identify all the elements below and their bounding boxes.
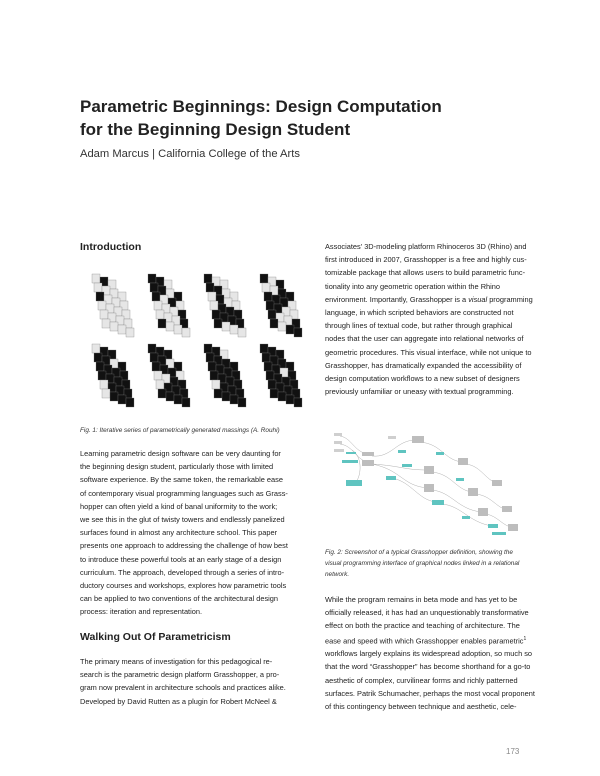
massing-block xyxy=(150,353,158,362)
massing-block xyxy=(152,362,160,371)
text-line: geometric procedures. This visual interface, while not unique to xyxy=(325,347,532,357)
massing-block xyxy=(158,319,166,328)
text-line: language, in which scripted behaviors are constructed not xyxy=(325,308,514,318)
massing-iteration xyxy=(260,274,302,337)
massing-block xyxy=(230,395,238,404)
text-line: first introduced in 2007, Grasshopper is a free and highly cus- xyxy=(325,255,527,265)
text-line: gram now prevalent in architecture schools and practices alike. xyxy=(80,683,286,693)
text-line: workflows largely explains its widespread adoption, so much so xyxy=(325,649,533,659)
text-line: design computation workflows to a new subset of designers xyxy=(325,374,520,384)
massing-block xyxy=(98,301,106,310)
massing-block xyxy=(238,398,246,407)
massing-block xyxy=(214,389,222,398)
introduction-heading: Introduction xyxy=(80,241,142,253)
paper-title xyxy=(80,95,540,141)
massing-block xyxy=(126,398,134,407)
massing-iteration xyxy=(148,274,190,337)
page-number: 173 xyxy=(506,747,520,756)
text-line xyxy=(325,293,547,306)
massing-block xyxy=(208,292,216,301)
massing-block xyxy=(92,274,100,283)
massing-block xyxy=(278,392,286,401)
massing-block xyxy=(118,395,126,404)
massing-block xyxy=(222,392,230,401)
massing-block xyxy=(166,392,174,401)
massing-block xyxy=(150,283,158,292)
massing-block xyxy=(210,371,218,380)
massing-iteration xyxy=(204,344,246,407)
massing-block xyxy=(238,328,246,337)
text-line: tomizable package that allows users to build parametric func- xyxy=(325,268,526,278)
massing-block xyxy=(214,319,222,328)
text-line: effect on both the practice and teaching of architecture. The xyxy=(325,621,520,631)
text-line: of contemporary visual programming languages such as Grass- xyxy=(80,488,288,498)
title-line-2: for the Beginning Design Student xyxy=(80,120,351,139)
massing-block xyxy=(94,283,102,292)
text-line: surfaces found in almost any architecture school. This paper xyxy=(80,528,278,538)
text-line: While the program remains in beta mode and has yet to be xyxy=(325,595,518,604)
massing-block xyxy=(208,362,216,371)
text-line: search is the parametric design platform Grasshopper, a pro- xyxy=(80,670,280,680)
massing-block xyxy=(266,301,274,310)
text-run: ease and speed with which Grasshopper enables parametric xyxy=(325,636,524,646)
massing-iteration xyxy=(92,344,134,407)
massing-block xyxy=(92,344,100,353)
text-line xyxy=(325,633,547,648)
intro-paragraph xyxy=(80,447,320,619)
massing-block xyxy=(294,328,302,337)
massing-block xyxy=(148,274,156,283)
massing-block xyxy=(262,283,270,292)
text-line: The primary means of investigation for this pedagogical re- xyxy=(80,657,273,666)
massing-block xyxy=(148,344,156,353)
text-line: Developed by David Rutten as a plugin for Robert McNeel & xyxy=(80,696,277,706)
text-run: environment. Importantly, Grasshopper is a xyxy=(325,294,469,304)
massing-block xyxy=(268,310,276,319)
figure-1-caption: Fig. 1: Iterative series of parametrically generated massings (A. Rouhi) xyxy=(80,427,280,434)
walking-out-heading: Walking Out Of Parametricism xyxy=(80,631,231,643)
title-line-1: Parametric Beginnings: Design Computation xyxy=(80,97,442,116)
massing-block xyxy=(262,353,270,362)
text-line: can be applied to two conventions of the architectural design xyxy=(80,594,279,604)
massing-block xyxy=(278,322,286,331)
text-line: aesthetic of complex, curvilinear forms and richly patterned xyxy=(325,675,518,685)
massing-block xyxy=(264,362,272,371)
massing-block xyxy=(210,301,218,310)
massing-block xyxy=(152,292,160,301)
text-line: software experience. By the same token, the remarkable ease xyxy=(80,475,283,485)
massing-block xyxy=(174,325,182,334)
massing-block xyxy=(182,328,190,337)
massing-block xyxy=(270,319,278,328)
massing-block xyxy=(268,380,276,389)
text-line: of this contingency between technique and aesthetic, cele- xyxy=(325,702,517,712)
figure-2-caption xyxy=(325,547,547,580)
massing-block xyxy=(96,362,104,371)
massing-block xyxy=(206,353,214,362)
massing-block xyxy=(118,325,126,334)
node-blocks xyxy=(334,433,518,535)
massing-block xyxy=(102,319,110,328)
author-line: Adam Marcus | California College of the Arts xyxy=(80,148,300,160)
massing-iteration xyxy=(148,344,190,407)
figure-2-grasshopper-definition xyxy=(332,430,522,542)
massing-block xyxy=(166,322,174,331)
text-line: process: iteration and representation. xyxy=(80,607,203,617)
massing-block xyxy=(110,322,118,331)
text-line: hopper can often yield a kind of banal uniformity to the work; xyxy=(80,501,278,511)
text-line: Associates' 3D-modeling platform Rhinoceros 3D (Rhino) and xyxy=(325,242,527,251)
massing-block xyxy=(204,344,212,353)
massing-block xyxy=(156,310,164,319)
text-line: we see this in the glut of twisty towers and endlessly panelized xyxy=(80,515,285,525)
text-line: officially released, it has had an unquestionably transformative xyxy=(325,608,529,618)
massing-block xyxy=(222,322,230,331)
massing-block xyxy=(154,301,162,310)
footnote-marker: 1 xyxy=(523,635,527,642)
text-line: curriculum. The approach, developed through a series of intro- xyxy=(80,567,285,577)
massing-block xyxy=(286,395,294,404)
massing-block xyxy=(154,371,162,380)
text-line: Grasshopper, has dramatically expanded the accessibility of xyxy=(325,360,522,370)
walking-paragraph xyxy=(80,655,320,708)
massing-block xyxy=(294,398,302,407)
text-line: surfaces. Patrik Schumacher, perhaps the most vocal proponent xyxy=(325,688,535,698)
text-line: ductory courses and workshops, explores how parametric tools xyxy=(80,581,287,591)
text-line: that the word “Grasshopper” has become shorthand for a go-to xyxy=(325,662,531,672)
massing-block xyxy=(260,344,268,353)
text-line: nodes that the user can aggregate into relational networks of xyxy=(325,334,524,344)
caption-line: network. xyxy=(325,571,350,578)
right-top-paragraph xyxy=(325,240,547,398)
massing-block xyxy=(204,274,212,283)
massing-block xyxy=(270,389,278,398)
massing-block xyxy=(174,395,182,404)
massing-block xyxy=(98,371,106,380)
massing-iteration xyxy=(260,344,302,407)
text-run: programming xyxy=(487,294,533,304)
massing-block xyxy=(94,353,102,362)
massing-block xyxy=(158,389,166,398)
massing-block xyxy=(206,283,214,292)
massing-block xyxy=(212,380,220,389)
massing-iteration xyxy=(92,274,134,337)
massing-iteration xyxy=(204,274,246,337)
text-line: the beginning design student, particularly those with limited xyxy=(80,462,274,472)
caption-line: Fig. 2: Screenshot of a typical Grasshopper definition, showing the xyxy=(325,549,513,556)
text-line: to introduce these powerful tools at an early stage of a design xyxy=(80,554,282,564)
massing-block xyxy=(102,389,110,398)
caption-line: visual programming interface of graphical nodes linked in a relational xyxy=(325,560,520,567)
massing-block xyxy=(212,310,220,319)
text-line: previously unfamiliar or uneasy with textual programming. xyxy=(325,387,514,397)
massing-block xyxy=(96,292,104,301)
massing-block xyxy=(260,274,268,283)
massing-block xyxy=(110,392,118,401)
text-line: tionality into any geometric operation within the Rhino xyxy=(325,281,501,291)
text-line: presents one approach to addressing the challenge of how best xyxy=(80,541,288,551)
figure-1-massing-series xyxy=(86,270,318,410)
massing-block xyxy=(230,325,238,334)
massing-block xyxy=(100,380,108,389)
emphasis-visual: visual xyxy=(468,294,488,304)
massing-block xyxy=(100,310,108,319)
massing-block xyxy=(156,380,164,389)
text-line: Learning parametric design software can be very daunting for xyxy=(80,449,281,458)
massing-block xyxy=(286,325,294,334)
massing-block xyxy=(126,328,134,337)
right-bottom-paragraph xyxy=(325,593,547,713)
massing-block xyxy=(266,371,274,380)
massing-block xyxy=(182,398,190,407)
massing-block xyxy=(264,292,272,301)
text-line: through lines of textual code, but rather through graphical xyxy=(325,321,513,331)
